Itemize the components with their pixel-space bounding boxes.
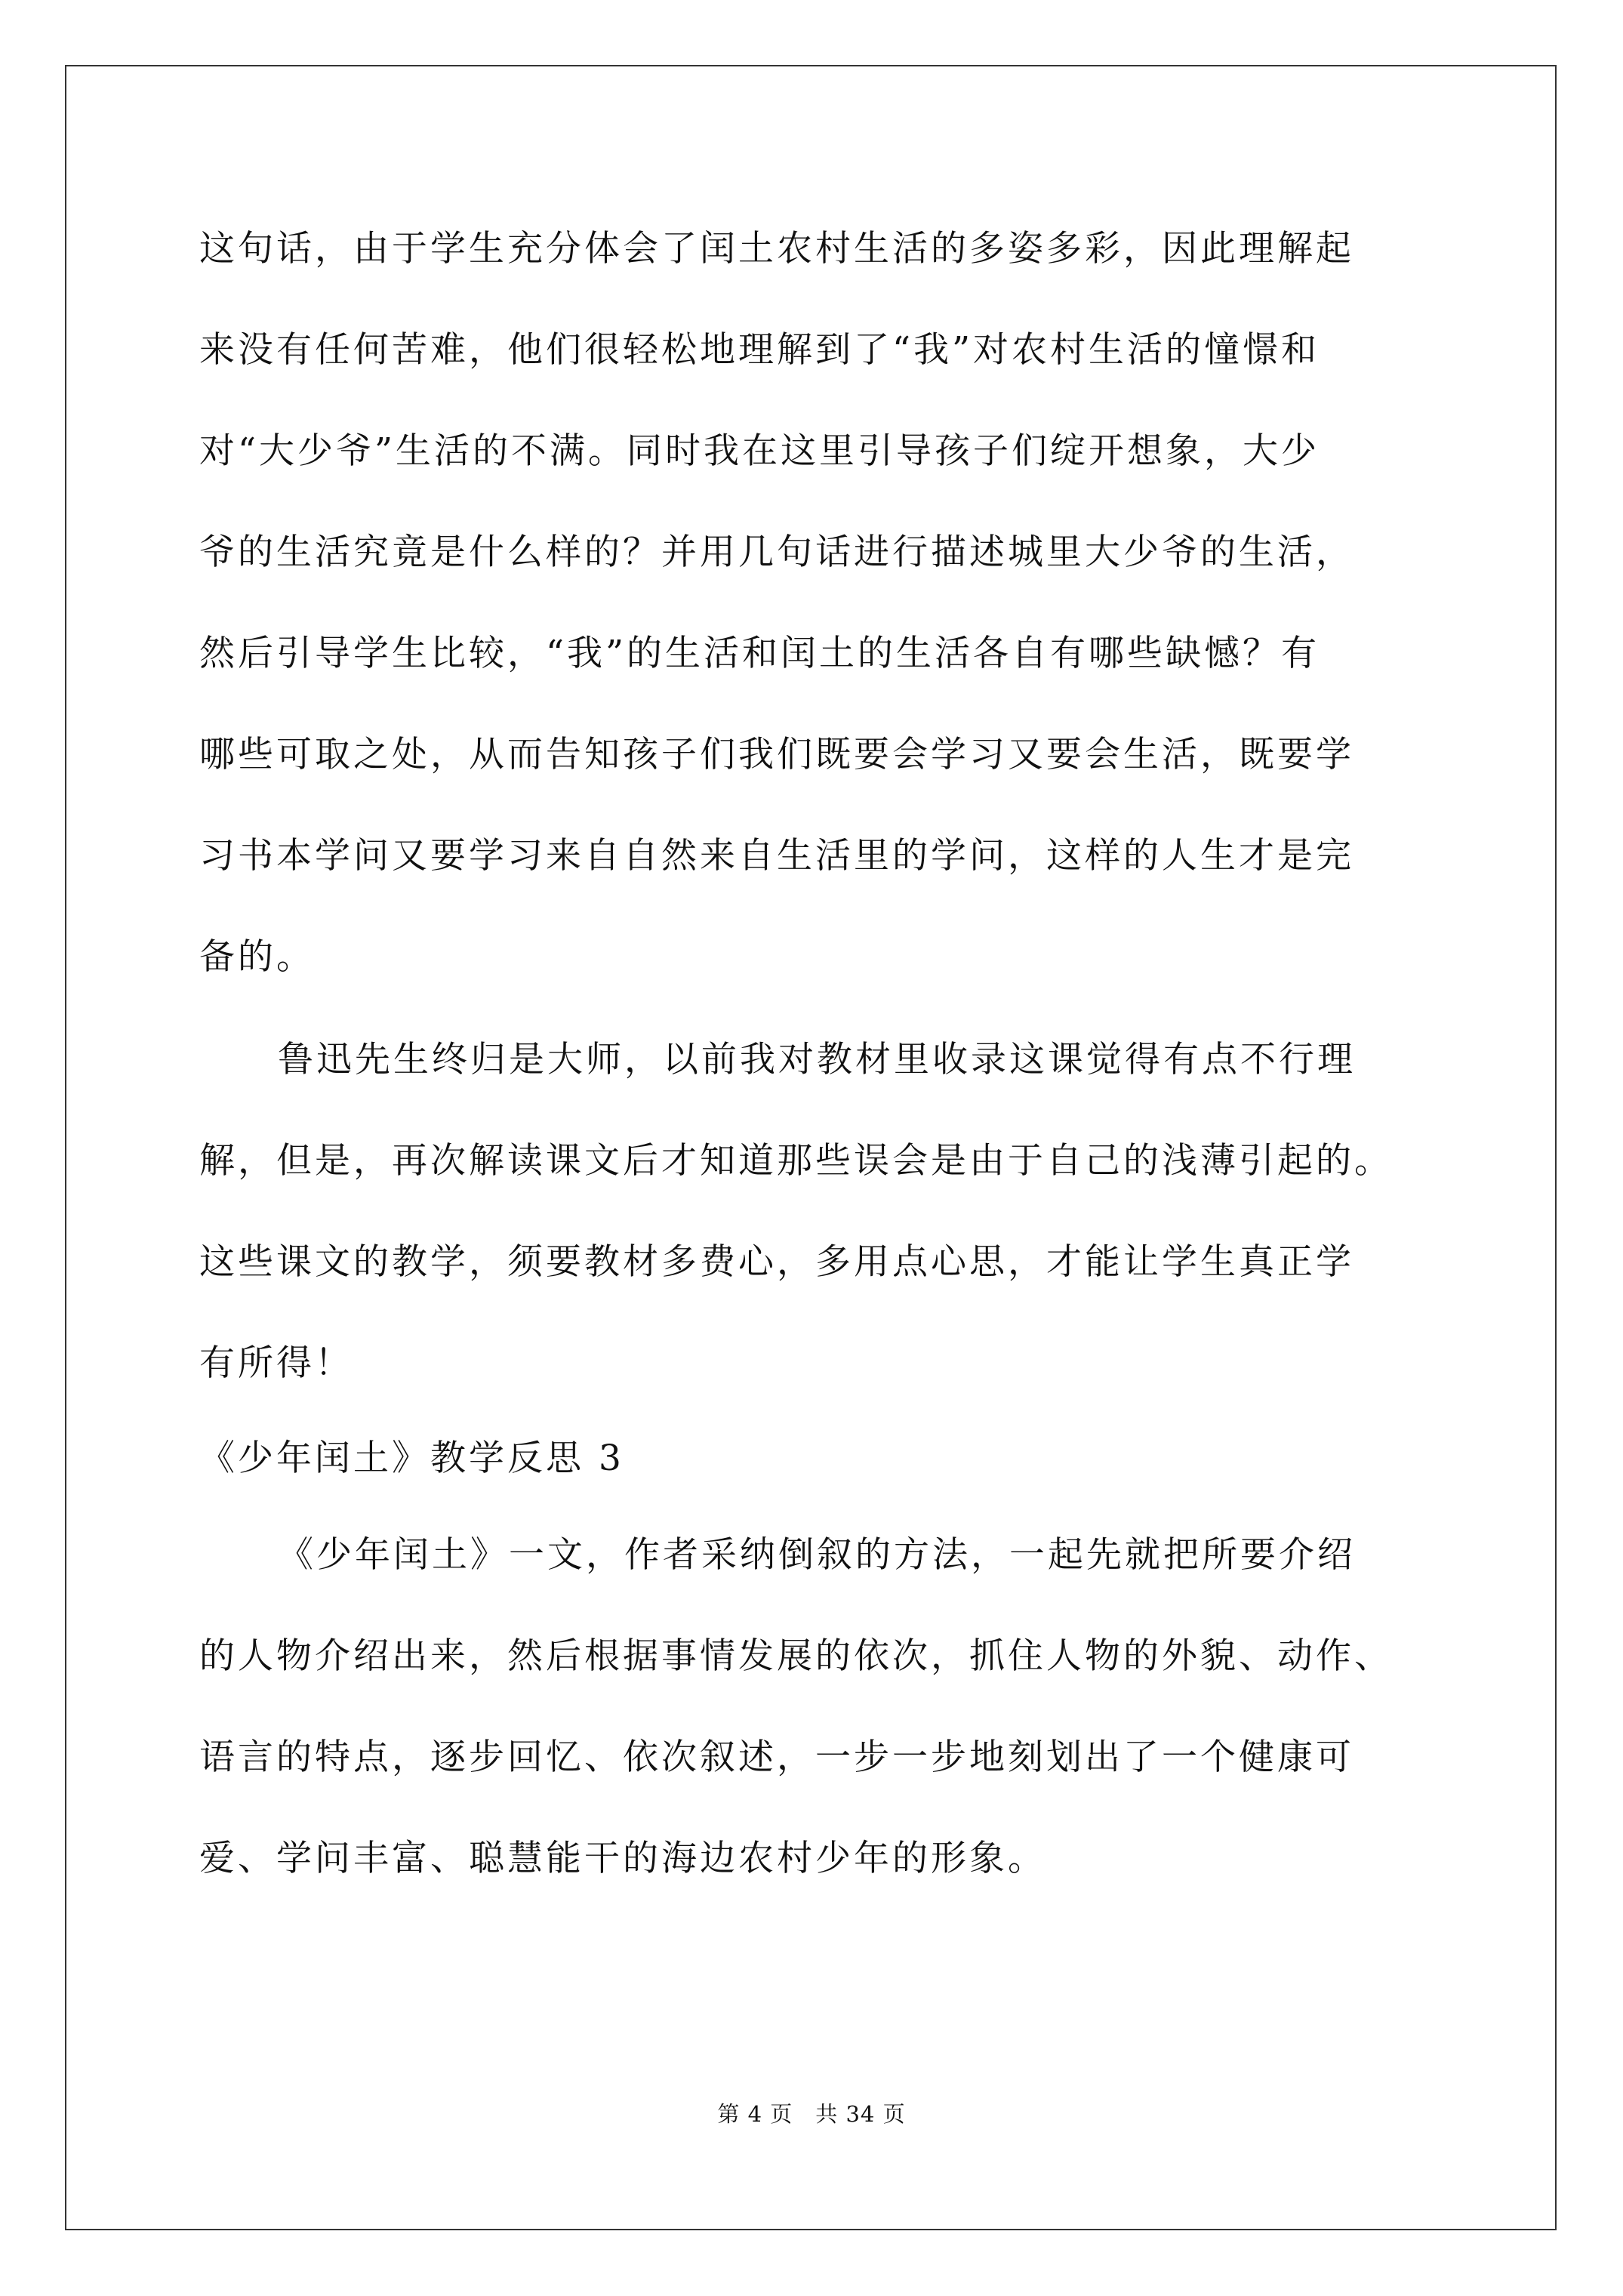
paragraph-1-line-3: 对“大少爷”生活的不满。同时我在这里引导孩子们绽开想象，大少 (199, 430, 1320, 472)
paragraph-1-line-2: 来没有任何苦难，他们很轻松地理解到了“我”对农村生活的憧憬和 (199, 329, 1320, 371)
paragraph-1-line-4: 爷的生活究竟是什么样的？并用几句话进行描述城里大少爷的生活， (199, 532, 1354, 573)
paragraph-1-line-7: 习书本学问又要学习来自自然来自生活里的学问，这样的人生才是完 (199, 835, 1354, 877)
paragraph-2-line-2: 解，但是，再次解读课文后才知道那些误会是由于自己的浅薄引起的。 (199, 1140, 1393, 1182)
paragraph-3-line-4: 爱、学问丰富、聪慧能干的海边农村少年的形象。 (199, 1838, 1046, 1879)
paragraph-3-line-2: 的人物介绍出来，然后根据事情发展的依次，抓住人物的外貌、动作、 (199, 1635, 1393, 1677)
section-heading: 《少年闰土》教学反思 3 (199, 1438, 624, 1479)
paragraph-1-line-6: 哪些可取之处，从而告知孩子们我们既要会学习又要会生活，既要学 (199, 734, 1354, 775)
paragraph-1-line-8: 备的。 (199, 936, 315, 978)
paragraph-1-line-5: 然后引导学生比较，“我”的生活和闰土的生活各自有哪些缺憾？有 (199, 633, 1320, 674)
paragraph-2-line-1: 鲁迅先生终归是大师，以前我对教材里收录这课觉得有点不行理 (278, 1039, 1356, 1080)
paragraph-2-line-4: 有所得！ (199, 1342, 353, 1384)
paragraph-3-line-1: 《少年闰土》一文，作者采纳倒叙的方法，一起先就把所要介绍 (278, 1534, 1356, 1576)
page-number-footer: 第 4 页 共 34 页 (717, 2101, 906, 2127)
paragraph-2-line-3: 这些课文的教学，须要教材多费心，多用点心思，才能让学生真正学 (199, 1241, 1354, 1283)
paragraph-1-line-1: 这句话，由于学生充分体会了闰土农村生活的多姿多彩，因此理解起 (199, 228, 1354, 270)
paragraph-3-line-3: 语言的特点，逐步回忆、依次叙述，一步一步地刻划出了一个健康可 (199, 1737, 1354, 1778)
